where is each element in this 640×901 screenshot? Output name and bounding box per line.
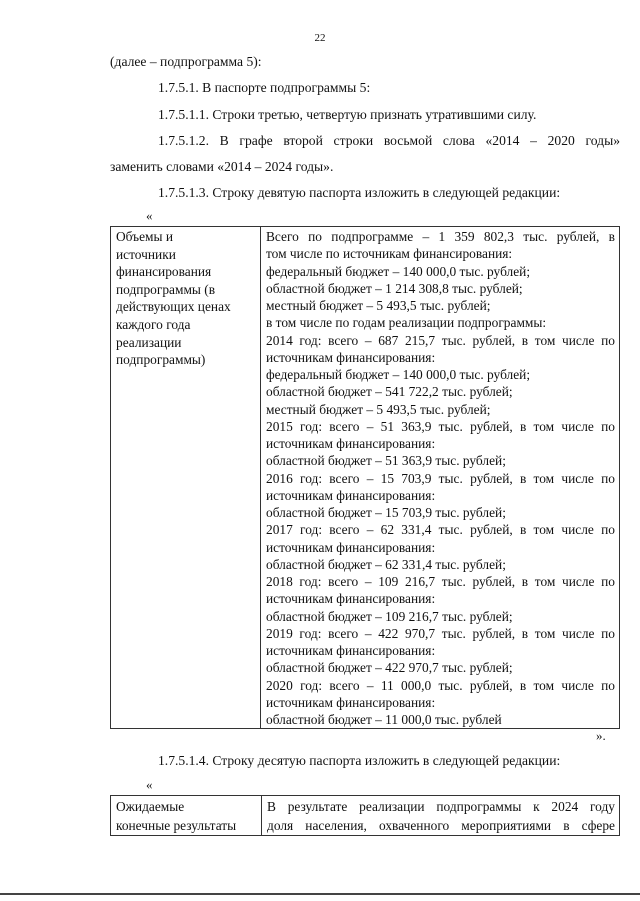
table-row: [111, 227, 620, 729]
cell-line: местный бюджет – 5 493,5 тыс. рублей;: [266, 298, 491, 313]
paragraph-1-7-5-1-3: 1.7.5.1.3. Строку девятую паспорта изложить в следующей редакции:: [158, 185, 561, 200]
cell-line: областной бюджет – 62 331,4 тыс. рублей;: [266, 556, 506, 572]
row-label-cell: [111, 227, 261, 729]
bottom-rule: [0, 893, 640, 895]
cell-line: Ожидаемые: [116, 799, 185, 814]
cell-line: 2018 год: всего – 109 216,7 тыс. рублей, в том числе по: [266, 574, 615, 589]
cell-line: источникам финансирования:: [266, 436, 436, 451]
cell-line: доля населения, охваченного мероприятиями в сфере: [267, 818, 615, 833]
cell-line: областной бюджет – 11 000,0 тыс. рублей: [266, 712, 502, 727]
cell-line: источники: [116, 246, 176, 262]
cell-line: федеральный бюджет – 140 000,0 тыс. рублей;: [266, 367, 531, 382]
cell-line: 2019 год: всего – 422 970,7 тыс. рублей, в том числе по: [266, 625, 615, 641]
open-quote-1: «: [146, 208, 153, 223]
row-content-cell: [261, 227, 620, 729]
cell-line: источникам финансирования:: [266, 694, 436, 710]
passport-row-ten-table: [110, 795, 620, 836]
cell-line: областной бюджет – 51 363,9 тыс. рублей;: [266, 453, 506, 469]
cell-line: областной бюджет – 15 703,9 тыс. рублей;: [266, 505, 506, 520]
paragraph-1-7-5-1-2-line1: 1.7.5.1.2. В графе второй строки восьмой слова «2014 – 2020 годы»: [158, 133, 620, 148]
cell-line: 2016 год: всего – 15 703,9 тыс. рублей, в том числе по: [266, 470, 615, 486]
cell-line: федеральный бюджет – 140 000,0 тыс. рублей;: [266, 263, 531, 279]
cell-line: источникам финансирования:: [266, 487, 436, 503]
cell-line: 2015 год: всего – 51 363,9 тыс. рублей, в том числе по: [266, 418, 615, 434]
close-quote-1: ».: [596, 728, 606, 743]
cell-line: областной бюджет – 109 216,7 тыс. рублей;: [266, 608, 513, 624]
paragraph-continuation: (далее – подпрограмма 5):: [110, 54, 262, 69]
cell-line: том числе по источникам финансирования:: [266, 246, 513, 262]
cell-line: конечные результаты: [116, 818, 237, 833]
cell-line: источникам финансирования:: [266, 643, 436, 658]
cell-line: 2014 год: всего – 687 215,7 тыс. рублей, в том числе по: [266, 332, 615, 348]
cell-line: реализации: [116, 334, 182, 350]
cell-line: финансирования: [116, 264, 212, 280]
paragraph-1-7-5-1-2-line2: заменить словами «2014 – 2024 годы».: [110, 159, 334, 174]
cell-line: 2017 год: всего – 62 331,4 тыс. рублей, в том числе по: [266, 522, 615, 538]
open-quote-2: «: [146, 777, 153, 792]
cell-line: Всего по подпрограмме – 1 359 802,3 тыс. рублей, в: [266, 229, 615, 244]
cell-line: областной бюджет – 1 214 308,8 тыс. рублей;: [266, 280, 523, 296]
cell-line: в том числе по годам реализации подпрограммы:: [266, 315, 547, 331]
cell-line: подпрограммы (в: [116, 281, 216, 297]
paragraph-1-7-5-1-1: 1.7.5.1.1. Строки третью, четвертую признать утратившими силу.: [158, 107, 537, 122]
row-content-cell: [262, 796, 620, 836]
paragraph-1-7-5-1: 1.7.5.1. В паспорте подпрограммы 5:: [158, 80, 371, 95]
cell-line: источникам финансирования:: [266, 591, 436, 607]
cell-line: областной бюджет – 541 722,2 тыс. рублей;: [266, 384, 513, 400]
cell-line: местный бюджет – 5 493,5 тыс. рублей;: [266, 401, 491, 417]
table-row: [111, 796, 620, 836]
cell-line: каждого года: [116, 316, 191, 332]
row-label-cell: [111, 796, 262, 836]
cell-line: действующих ценах: [116, 299, 231, 315]
cell-line: 2020 год: всего – 11 000,0 тыс. рублей, в том числе по: [266, 677, 615, 693]
paragraph-1-7-5-1-4: 1.7.5.1.4. Строку десятую паспорта изложить в следующей редакции:: [158, 753, 561, 768]
cell-line: источникам финансирования:: [266, 349, 436, 365]
cell-line: Объемы и: [116, 229, 174, 244]
cell-line: областной бюджет – 422 970,7 тыс. рублей;: [266, 660, 513, 676]
cell-line: подпрограммы): [116, 352, 206, 368]
passport-row-nine-table: [110, 226, 620, 729]
page-number: 22: [314, 32, 326, 44]
cell-line: В результате реализации подпрограммы к 2024 году: [267, 799, 615, 814]
cell-line: источникам финансирования:: [266, 539, 436, 555]
